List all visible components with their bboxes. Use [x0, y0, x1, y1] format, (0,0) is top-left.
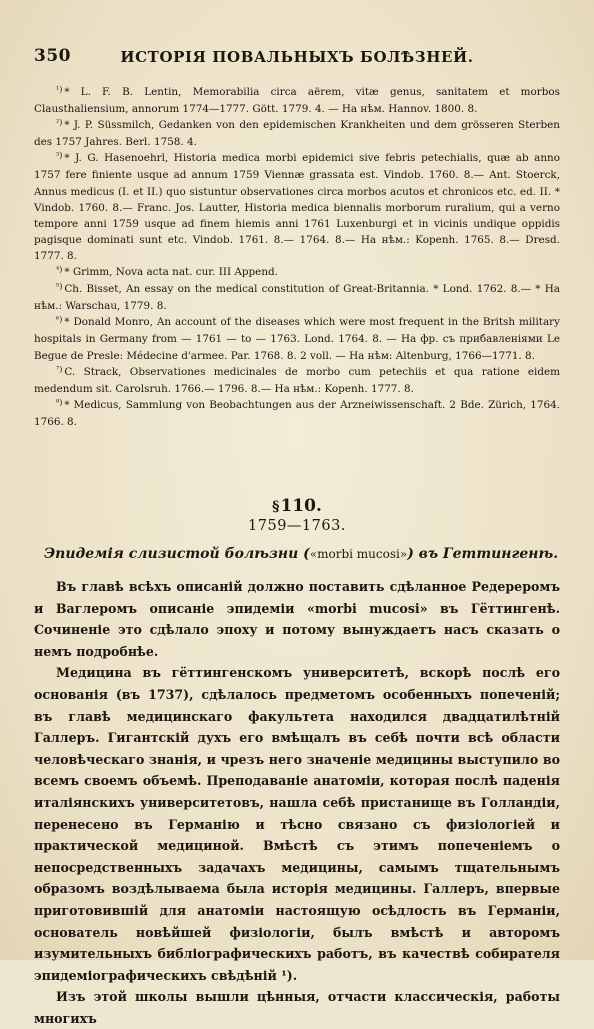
- footnote-text: * L. F. B. Lentin, Memorabilia circa aërem, vitæ genus, sanitatem et morbos Clausthaliensium, annorum 1774—1777. Gött. 1779. 4. — На нѣм. Hannov. 1800. 8.: [34, 86, 560, 116]
- page-header: [34, 46, 560, 70]
- footnote: [34, 117, 560, 150]
- footnote-text: * J. G. Hasenoehrl, Historia medica morbi epidemici sive febris petechialis, quæ ab anno 1757 fere finiente usque ad annum 1759 Viennæ grassata est. Vindob. 1760. 8.— Ant. Stoerck, Annus medicus (I. et II.) quo sistuntur observationes circa morbos acutos et chronicos etc. ed. II. * Vindob. 1760. 8.— Franc. Jos. Lautter, Historia medica biennalis morborum ruralium, qui a verno tempore anni 1759 usque ad finem hiemis anni 1761 Luxenburgi et in vicinis undique oppidis pagisque dominati sunt etc. Vindob. 1761. 8.— 1764. 8.— На нѣм.: Kopenh. 1765. 8.— Dresd. 1777. 8.: [34, 152, 560, 262]
- footnotes: [34, 84, 560, 430]
- footnote: [34, 264, 560, 281]
- footnote: [34, 84, 560, 117]
- footnote-mark: ⁵): [56, 282, 63, 292]
- footnote-mark: ⁷): [56, 364, 63, 374]
- section-title-part: Эпидемія слизистой болѣзни (: [44, 546, 310, 562]
- section-title-latin: «morbi mucosi»: [309, 547, 408, 561]
- paragraph: Медицина въ гёттингенскомъ университетѣ, вскорѣ послѣ его основанія (въ 1737), сдѣлалось предметомъ особенныхъ попеченій; въ главѣ медицинскаго факультета находился двадцатилѣтній Галлеръ. Гигантскій духъ его вмѣщалъ въ себѣ почти всѣ области человѣческаго знанія, и чрезъ него значеніе медицины выступило во всемъ своемъ объемѣ. Преподаваніе анатоміи, которая послѣ паденія италіянскихъ университетовъ, нашла себѣ пристанище въ Голландіи, перенесено въ Германію и тѣсно связано съ физіологіей и практической медициной. Вмѣстѣ съ этимъ попеченіемъ о непосредственныхъ задачахъ медицины, самымъ тщательнымъ образомъ воздѣлываема была исторія медицины. Галлеръ, впервые приготовившій для анатоміи настоящую осѣдлость въ Германіи, основатель новѣйшей физіологіи, былъ вмѣстѣ и авторомъ изумительныхъ библіографическихъ работъ, въ качествѣ собирателя эпидеміографическихъ свѣдѣній ¹).: [34, 665, 560, 983]
- paragraph: Въ главѣ всѣхъ описаній должно поставить сдѣланное Редереромъ и Ваглеромъ описаніе эпидеміи «morbi mucosi» въ Гёттингенѣ. Сочиненіе это сдѣлало эпоху и потому вынуждаетъ насъ сказать о немъ подробнѣе.: [34, 579, 560, 659]
- footnote-mark: ³): [56, 151, 63, 161]
- paragraph: Изъ этой школы вышли цѣнныя, отчасти классическія, работы многихъ: [34, 989, 560, 1026]
- section-number: [0, 496, 594, 516]
- footnote-mark: ²): [56, 118, 63, 128]
- footnote-mark: ¹): [56, 85, 63, 94]
- footnote-text: Ch. Bisset, An essay on the medical constitution of Great-Britannia. * Lond. 1762. 8.— * На нѣм.: Warschau, 1779. 8.: [34, 283, 560, 313]
- footnote: [34, 281, 560, 314]
- footnote-text: * Donald Monro, An account of the diseases which were most frequent in the Britsh military hospitals in Germany from — 1761 — to — 1763. Lond. 1764. 8. — На фр. съ прибавленіями Le Begue de Presle: Médecine d'armee. Par. 1768. 8. 2 voll. — На нѣм: Altenburg, 1766—1771. 8.: [34, 316, 560, 362]
- footnote-mark: ⁸): [56, 397, 63, 407]
- section-years: 1759—1763.: [248, 518, 346, 534]
- footnote-text: * Medicus, Sammlung von Beobachtungen aus der Arzneiwissenschaft. 2 Bde. Zürich, 1764. 1766. 8.: [34, 398, 560, 428]
- section-number-value: 110.: [280, 496, 322, 516]
- body-text: [34, 576, 560, 1029]
- footnote: [34, 397, 560, 430]
- running-title: ИСТОРІЯ ПОВАЛЬНЫХЪ БОЛѢЗНЕЙ.: [120, 48, 474, 66]
- footnote-text: C. Strack, Observationes medicinales de morbo cum petechiis et qua ratione eidem medendum sit. Carolsruh. 1766.— 1796. 8.— На нѣм.: Kopenh. 1777. 8.: [34, 365, 560, 395]
- footnote-mark: ⁶): [56, 315, 63, 325]
- section-title: [44, 546, 560, 562]
- page-number: 350: [34, 46, 71, 66]
- footnote-text: * Grimm, Nova acta nat. cur. III Append.: [64, 266, 278, 279]
- footnote: [34, 314, 560, 363]
- section-mark: §: [272, 499, 280, 515]
- footnote: [34, 150, 560, 264]
- footnote-text: * J. P. Süssmilch, Gedanken von den epidemischen Krankheiten und dem grösseren Sterben des 1757 Jahres. Berl. 1758. 4.: [34, 119, 560, 149]
- section-title-end: ) въ Геттингенѣ.: [407, 546, 559, 562]
- footnote: [34, 364, 560, 397]
- footnote-mark: ⁴): [56, 265, 63, 275]
